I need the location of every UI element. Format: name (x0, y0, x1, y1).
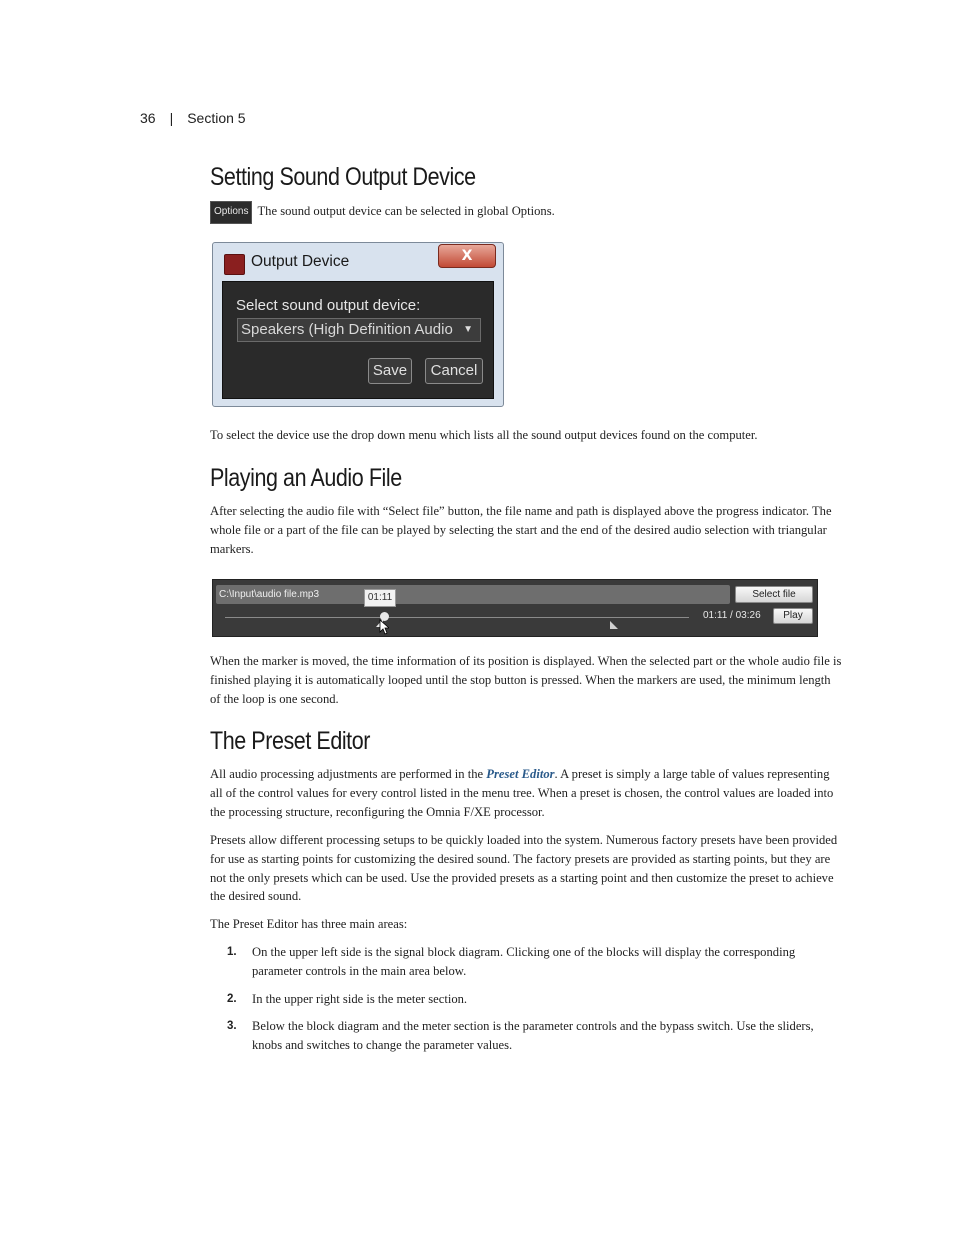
audio-file-intro: After selecting the audio file with “Select file” button, the file name and path is displayed above the progress indicator. The whole file or a part of the file can be played by selecting the start and the end of the desired audio selection with triangular markers. (210, 504, 832, 556)
preset-editor-para-1 (210, 765, 842, 821)
chevron-down-icon: ▼ (463, 324, 473, 335)
time-display: 01:11 / 03:26 (703, 610, 761, 621)
output-device-description: To select the device use the drop down menu which lists all the sound output devices found on the computer. (210, 428, 758, 442)
preset-editor-areas-list (210, 943, 842, 1064)
list-text: On the upper left side is the signal block diagram. Clicking one of the blocks will display the corresponding parameter controls in the main area below. (252, 945, 796, 978)
preset-editor-link[interactable]: Preset Editor (486, 767, 555, 781)
list-item (210, 1017, 842, 1055)
list-text: In the upper right side is the meter section. (252, 991, 468, 1006)
preset-editor-para-3: The Preset Editor has three main areas: (210, 917, 408, 931)
list-number: 1. (227, 946, 237, 958)
preset-editor-para-2: Presets allow different processing setups to be quickly loaded into the system. Numerous factory presets have been provided for use as starting points for customizing the desired sound. The factory presets are provided as starting points, but they are not the only presets which can be used. Use the provided presets as a starting point and then customize the preset to achieve the desired sound. (210, 833, 838, 904)
play-button[interactable]: Play (773, 608, 813, 624)
list-item (210, 943, 842, 981)
audio-player (212, 579, 818, 637)
dialog-panel (222, 281, 494, 399)
output-device-dialog (212, 242, 504, 407)
marker-time-tooltip: 01:11 (364, 589, 396, 607)
output-device-select[interactable] (237, 318, 481, 342)
select-file-button[interactable]: Select file (735, 586, 813, 603)
running-header (140, 110, 246, 126)
output-device-intro-text: The sound output device can be selected in global Options. (257, 204, 555, 218)
para-text: . A preset is simply a large table of values representing all of the control values for every control listed in the menu tree. When a preset is chosen, the control values are loaded into the processing structure, reconfiguring the Omnia F/XE processor. (210, 767, 834, 819)
cursor-icon (379, 619, 389, 635)
device-prompt: Select sound output device: (236, 297, 421, 314)
output-device-intro (210, 201, 842, 224)
list-item (210, 990, 842, 1009)
list-number: 3. (227, 1020, 237, 1033)
end-marker-icon[interactable] (609, 620, 619, 630)
file-path-bar: C:\Input\audio file.mp3 (216, 585, 730, 604)
header-separator: | (169, 110, 174, 126)
dialog-title: Output Device (251, 253, 350, 270)
section-heading-preset-editor: The Preset Editor (210, 727, 370, 755)
save-button[interactable]: Save (368, 358, 412, 384)
para-text: All audio processing adjustments are performed in the (210, 767, 487, 781)
list-number: 2. (227, 992, 237, 1005)
close-icon: X (461, 248, 473, 264)
dialog-titlebar (213, 243, 503, 281)
cancel-button[interactable]: Cancel (425, 358, 483, 384)
app-icon (224, 254, 245, 275)
section-heading-output-device: Setting Sound Output Device (210, 163, 476, 191)
selected-device: Speakers (High Definition Audio (241, 321, 453, 338)
section-heading-audio-file: Playing an Audio File (210, 464, 402, 492)
progress-track[interactable] (225, 617, 689, 618)
close-button[interactable] (438, 244, 496, 268)
audio-file-description: When the marker is moved, the time information of its position is displayed. When the selected part or the whole audio file is finished playing it is automatically looped until the stop button is pressed. When the markers are used, the minimum length of the loop is one second. (210, 654, 842, 706)
list-text: Below the block diagram and the meter section is the parameter controls and the bypass switch. Use the sliders, knobs and switches to change the parameter values. (252, 1019, 814, 1053)
page-number: 36 (140, 110, 156, 126)
options-tag: Options (210, 201, 252, 224)
section-label: Section 5 (187, 110, 246, 126)
